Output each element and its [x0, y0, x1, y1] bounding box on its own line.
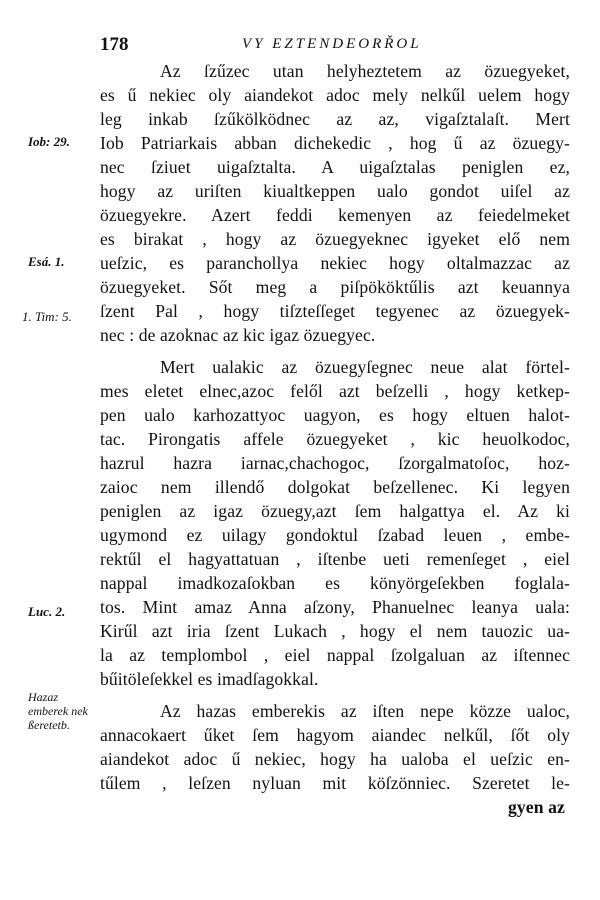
text-line: ueſzic, es paranchollya nekiec hogy oltalmazzac az	[100, 253, 570, 273]
text-line: es birakat , hogy az özuegyeknec igyeket elő nem	[100, 229, 570, 249]
text-line: rektűl el hagyattatuan , iſtenbe ueti remenſeget , eiel	[100, 549, 570, 569]
catchword: gyen az	[508, 797, 565, 817]
text-line: Mert ualakic az özuegyſegnec neue alat förtel-	[160, 357, 570, 377]
text-line: özuegyeket. Sőt meg a piſpököktűlis azt keuannya	[100, 277, 570, 297]
text-line: es ű nekiec oly aiandekot adoc mely nelkűl uelem hogy	[100, 85, 570, 105]
text-line: tos. Mint amaz Anna aſzony, Phanuelnec leanya uala:	[100, 597, 570, 617]
text-line: bűitöleſekkel es imadſagokkal.	[100, 669, 319, 689]
text-line: ugymond ez uilagy gondoktul ſzabad leuen , embe-	[100, 525, 570, 545]
text-line: Az hazas emberekis az iſten nepe közze ualoc,	[160, 701, 570, 721]
margin-note: Esá. 1.	[28, 254, 65, 269]
text-line: pen ualo karhozattyoc uagyon, es hogy eltuen halot-	[100, 405, 570, 425]
text-line: hogy az uriſten kiualtkeppen ualo gondot uiſel az	[100, 181, 570, 201]
margin-note: Luc. 2.	[28, 604, 66, 619]
text-line: annacokaert űket ſem hagyom aiandec nelkűl, ſőt oly	[100, 725, 570, 745]
page-header	[0, 34, 600, 58]
running-head: VY EZTENDEORŘOL	[242, 36, 422, 52]
text-line: tűlem , leſzen nyluan mit köſzönniec. Szeretet le-	[100, 773, 570, 793]
text-line: nec : de azoknac az kic igaz özuegyec.	[100, 325, 376, 345]
text-line: la az templombol , eiel nappal ſzolgaluan az iſtennec	[100, 645, 570, 665]
text-line: tac. Pirongatis affele özuegyeket , kic heuolkodoc,	[100, 429, 570, 449]
text-line: peniglen az igaz özuegy,azt ſem halgattya el. Az ki	[100, 501, 570, 521]
text-line: mes eletet elnec,azoc felől azt beſzelli , hogy ketkep-	[100, 381, 570, 401]
margin-note: 1. Tim: 5.	[22, 309, 72, 324]
text-line: zaioc nem illendő dolgokat beſzellenec. Ki legyen	[100, 477, 570, 497]
page-number: 178	[100, 34, 129, 55]
text-line: nappal imadkozaſokban es könyörgeſekben foglala-	[100, 573, 570, 593]
margin-note: Hazaz emberek nek ßeretetb.	[28, 690, 88, 732]
margin-note: Iob: 29.	[28, 134, 70, 149]
text-line: özuegyekre. Azert feddi kemenyen az feiedelmeket	[100, 205, 570, 225]
text-line: leg inkab ſzűkölködnec az az, vigaſztalaſt. Mert	[100, 109, 570, 129]
text-line: Kirűl azt iria ſzent Lukach , hogy el nem tauozic ua-	[100, 621, 570, 641]
text-line: nec ſziuet uigaſztalta. A uigaſztalas peniglen ez,	[100, 157, 570, 177]
text-line: ſzent Pal , hogy tiſzteſſeget tegyenec az özuegyek-	[100, 301, 570, 321]
text-line: hazrul hazra iarnac,chachogoc, ſzorgalmatoſoc, hoz-	[100, 453, 570, 473]
text-line: Az ſzűzec utan helyheztetem az özuegyeket,	[160, 61, 570, 81]
text-line: Iob Patriarkais abban dichekedic , hog ű az özuegy-	[100, 133, 570, 153]
text-line: aiandekot adoc ű nekiec, hogy ha ualoba el ueſzic en-	[100, 749, 570, 769]
